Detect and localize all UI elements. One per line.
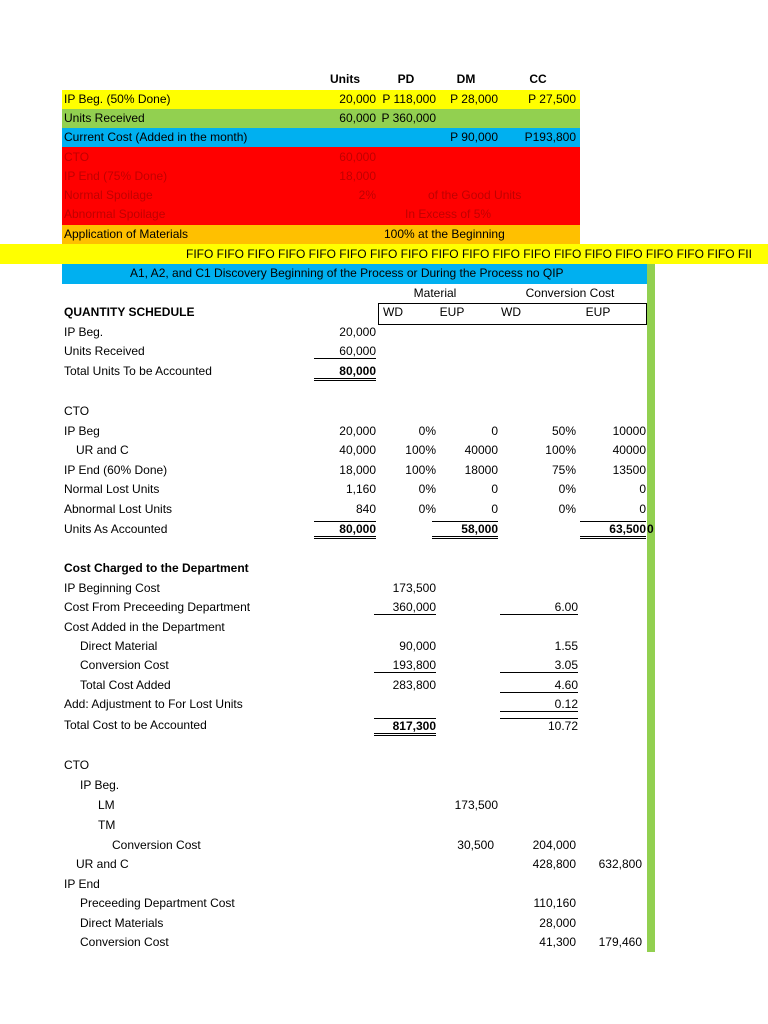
qs-total-label: Total Units To be Accounted <box>64 364 212 378</box>
cto2-conv-label: Conversion Cost <box>112 838 201 852</box>
cost-row-total: 90,000 <box>399 639 436 653</box>
cto-row-label: Normal Lost Units <box>64 482 160 496</box>
qs-ip-beg-value: 20,000 <box>339 325 376 339</box>
cost-row-label: IP Beginning Cost <box>64 581 160 595</box>
quantity-title: QUANTITY SCHEDULE <box>64 305 195 319</box>
cost-row-unit: 4.60 <box>500 678 578 693</box>
conversion-group-head: Conversion Cost <box>525 286 615 300</box>
cto-row-m-eup: 18000 <box>464 463 498 477</box>
cto-row-c-wd: 75% <box>551 463 576 477</box>
cto-row-m-eup: 0 <box>491 482 498 496</box>
normal-spoilage-label: Normal Spoilage <box>64 188 153 202</box>
units-received-label: Units Received <box>64 111 145 125</box>
cto2-tm-label: TM <box>98 818 116 832</box>
cost-title: Cost Charged to the Department <box>64 561 249 575</box>
cto-row-m-eup: 40000 <box>464 443 498 457</box>
col-head-eup2: EUP <box>585 305 611 319</box>
qs-total-value: 80,000 <box>314 364 376 381</box>
cto-row-m-eup: 0 <box>491 424 498 438</box>
abnormal-spoilage-label: Abnormal Spoilage <box>64 207 166 221</box>
cto2-urc-label: UR and C <box>76 857 129 871</box>
cto2-conv-value: 30,500 <box>457 838 494 852</box>
cto2-ip-end: IP End <box>64 877 100 891</box>
cto-row-c-wd: 0% <box>558 482 576 496</box>
cto2-lm-value: 173,500 <box>454 798 498 812</box>
col-head-wd2: WD <box>501 305 521 319</box>
cost-row-unit: 0.12 <box>500 697 578 712</box>
cto-row-units: 20,000 <box>339 424 376 438</box>
cto-row-label: Abnormal Lost Units <box>64 502 173 516</box>
cto-row-units: 840 <box>355 502 376 516</box>
cto2-dm-sub: 28,000 <box>539 916 576 930</box>
cto2-urc-total: 632,800 <box>598 857 642 871</box>
ip-beg-units: 20,000 <box>339 92 376 106</box>
cto-total-c-eup: 63,500 <box>580 521 646 539</box>
cto2-urc-sub: 428,800 <box>532 857 576 871</box>
col-head-wd1: WD <box>383 305 403 319</box>
application-label: Application of Materials <box>64 227 189 241</box>
cost-row-label: Total Cost Added <box>80 678 171 692</box>
cto-total-extra: 0 <box>647 522 654 536</box>
ip-beg-label: IP Beg. (50% Done) <box>64 92 171 106</box>
header-dm: DM <box>456 72 476 86</box>
cost-row-total: 283,800 <box>392 678 436 692</box>
current-cost-label: Current Cost (Added in the month) <box>64 130 248 144</box>
cto-row-c-eup: 0 <box>639 502 646 516</box>
cto2-pdc-sub: 110,160 <box>533 896 576 910</box>
cto2-cc-total: 179,460 <box>598 935 642 949</box>
units-received-units: 60,000 <box>339 111 376 125</box>
cost-row-label: Cost From Preceeding Department <box>64 600 251 614</box>
cto-row-c-wd: 100% <box>545 443 576 457</box>
cost-row-total: 360,000 <box>374 600 436 615</box>
cto-row-m-eup: 0 <box>491 502 498 516</box>
cto2-lm-label: LM <box>98 798 115 812</box>
cto-row-label: UR and C <box>76 443 129 457</box>
qs-received-value: 60,000 <box>314 344 376 359</box>
normal-spoilage-note: of the Good Units <box>428 188 522 202</box>
ip-end-units: 18,000 <box>339 169 376 183</box>
cost-row-unit: 10.72 <box>500 718 578 733</box>
current-cost-dm: P 90,000 <box>450 130 498 144</box>
cost-row-label: Add: Adjustment to For Lost Units <box>64 697 243 711</box>
ip-beg-dm: P 28,000 <box>450 92 498 106</box>
cto-total-m-eup: 58,000 <box>432 521 498 539</box>
cto-row-c-eup: 40000 <box>612 443 646 457</box>
cto-row-units: 18,000 <box>339 463 376 477</box>
cto-row-units: 1,160 <box>345 482 376 496</box>
ip-beg-pd: P 118,000 <box>382 92 436 106</box>
cto-row-m-wd: 0% <box>418 424 436 438</box>
header-units: Units <box>330 72 360 86</box>
cost-row-total: 193,800 <box>374 658 436 673</box>
cto-row-c-wd: 50% <box>551 424 576 438</box>
cost-row-label: Direct Material <box>80 639 158 653</box>
col-head-eup1: EUP <box>439 305 465 319</box>
cost-row-label: Cost Added in the Department <box>64 620 225 634</box>
units-received-pd: P 360,000 <box>381 111 436 125</box>
side-bar <box>647 264 655 952</box>
header-cc: CC <box>529 72 547 86</box>
cost-row-label: Conversion Cost <box>80 658 169 672</box>
qs-received-label: Units Received <box>64 344 145 358</box>
cto-total-units: 80,000 <box>314 521 376 539</box>
cost-row-unit: 6.00 <box>500 600 578 615</box>
abnormal-spoilage-note: In Excess of 5% <box>405 207 492 221</box>
cto-row-c-eup: 13500 <box>612 463 646 477</box>
cost-row-total: 173,500 <box>392 581 436 595</box>
header-pd: PD <box>397 72 415 86</box>
cto-row-units: 40,000 <box>339 443 376 457</box>
material-group-head: Material <box>413 286 457 300</box>
qs-ip-beg-label: IP Beg. <box>64 325 104 339</box>
cto-row-m-wd: 100% <box>405 463 436 477</box>
cto-row-m-wd: 0% <box>418 482 436 496</box>
cost-row-unit: 1.55 <box>554 639 578 653</box>
cto-label: CTO <box>64 150 90 164</box>
cost-row-label: Total Cost to be Accounted <box>64 718 207 732</box>
cto-row-c-eup: 0 <box>639 482 646 496</box>
normal-spoilage-pct: 2% <box>358 188 376 202</box>
cto-row-c-wd: 0% <box>558 502 576 516</box>
cto2-title: CTO <box>64 758 90 772</box>
cto2-cc-label: Conversion Cost <box>80 935 169 949</box>
cto-row-label: IP End (60% Done) <box>64 463 168 477</box>
cto-row-c-eup: 10000 <box>612 424 646 438</box>
application-note: 100% at the Beginning <box>384 227 505 241</box>
current-cost-cc: P193,800 <box>524 130 576 144</box>
discovery-banner: A1, A2, and C1 Discovery Beginning of the Process or During the Process no QIP <box>130 266 564 280</box>
cto2-pdc-label: Preceeding Department Cost <box>80 896 235 910</box>
cost-row-unit: 3.05 <box>500 658 578 673</box>
cto2-cc-sub: 41,300 <box>539 935 576 949</box>
cto2-ip-beg: IP Beg. <box>80 778 120 792</box>
cto2-conv-sub: 204,000 <box>532 838 576 852</box>
fifo-banner: FIFO FIFO FIFO FIFO FIFO FIFO FIFO FIFO FIFO FIFO FIFO FIFO FIFO FIFO FIFO FIFO FIFO FIFO FII <box>186 247 752 261</box>
ip-beg-cc: P 27,500 <box>528 92 576 106</box>
cto-total-label: Units As Accounted <box>64 522 168 536</box>
cost-row-total: 817,300 <box>374 718 436 736</box>
ip-end-label: IP End (75% Done) <box>64 169 168 183</box>
cto-row-label: IP Beg <box>64 424 100 438</box>
cto-row-m-wd: 0% <box>418 502 436 516</box>
cto-title: CTO <box>64 404 90 418</box>
cto-units: 60,000 <box>339 150 376 164</box>
cto2-dm-label: Direct Materials <box>80 916 164 930</box>
cto-row-m-wd: 100% <box>405 443 436 457</box>
